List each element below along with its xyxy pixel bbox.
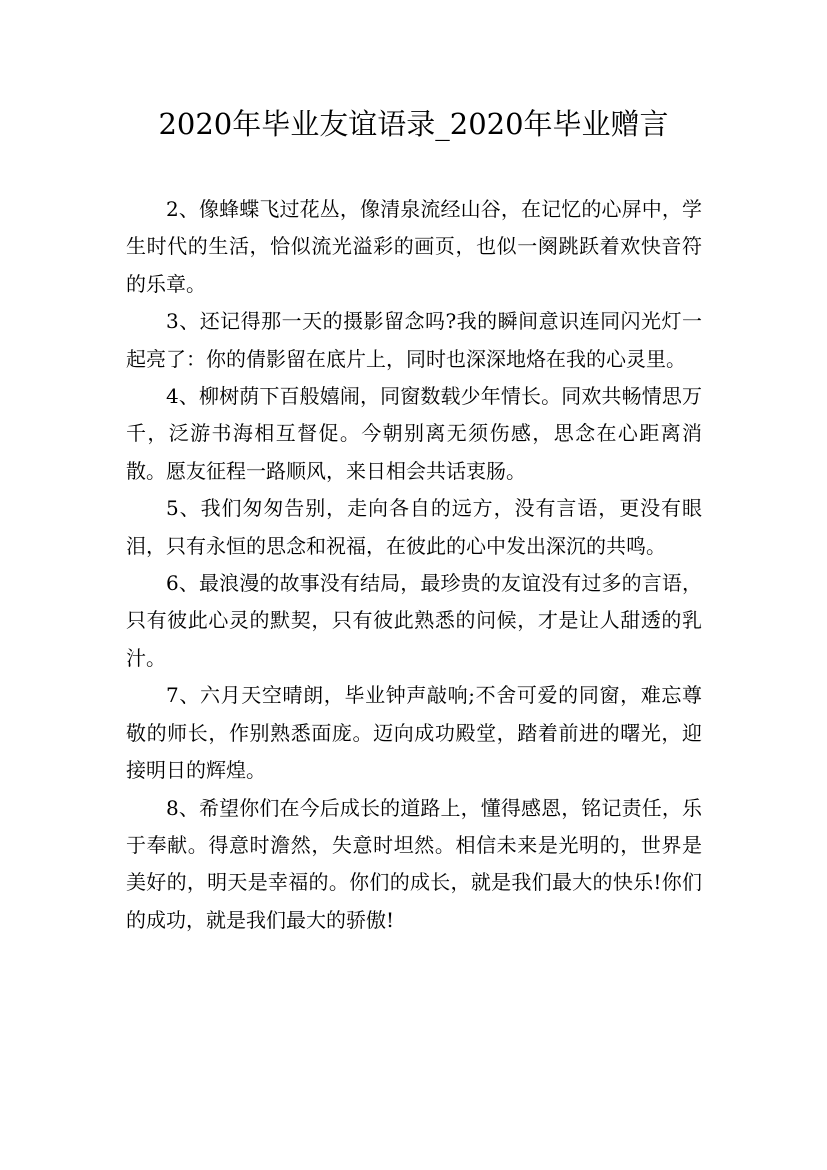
paragraph-7: 7、六月天空晴朗，毕业钟声敲响;不舍可爱的同窗，难忘尊敬的师长，作别熟悉面庞。迈向成功殿堂，踏着前进的曙光，迎接明日的辉煌。	[126, 683, 702, 783]
paragraph-2: 2、像蜂蝶飞过花丛，像清泉流经山谷，在记忆的心屏中，学生时代的生活，恰似流光溢彩的画页，也似一阕跳跃着欢快音符的乐章。	[126, 197, 702, 296]
document-body	[126, 191, 702, 939]
paragraph-4: 4、柳树荫下百般嬉闹，同窗数载少年情长。同欢共畅情思万千，泛游书海相互督促。今朝别离无须伤感，思念在心距离消散。愿友征程一路顺风，来日相会共话衷肠。	[126, 384, 702, 483]
document-title: 2020年毕业友谊语录_2020年毕业赠言	[158, 107, 669, 141]
paragraph-5: 5、我们匆匆告别，走向各自的远方，没有言语，更没有眼泪，只有永恒的思念和祝福，在彼此的心中发出深沉的共鸣。	[126, 496, 702, 558]
paragraph-6: 6、最浪漫的故事没有结局，最珍贵的友谊没有过多的言语，只有彼此心灵的默契，只有彼此熟悉的问候，才是让人甜透的乳汁。	[126, 571, 702, 670]
paragraph-8: 8、希望你们在今后成长的道路上，懂得感恩，铭记责任，乐于奉献。得意时澹然，失意时坦然。相信未来是光明的，世界是美好的，明天是幸福的。你们的成长，就是我们最大的快乐!你们的成功，就是我们最大的骄傲!	[126, 795, 702, 932]
paragraph-3: 3、还记得那一天的摄影留念吗?我的瞬间意识连同闪光灯一起亮了：你的倩影留在底片上，同时也深深地烙在我的心灵里。	[126, 309, 702, 371]
